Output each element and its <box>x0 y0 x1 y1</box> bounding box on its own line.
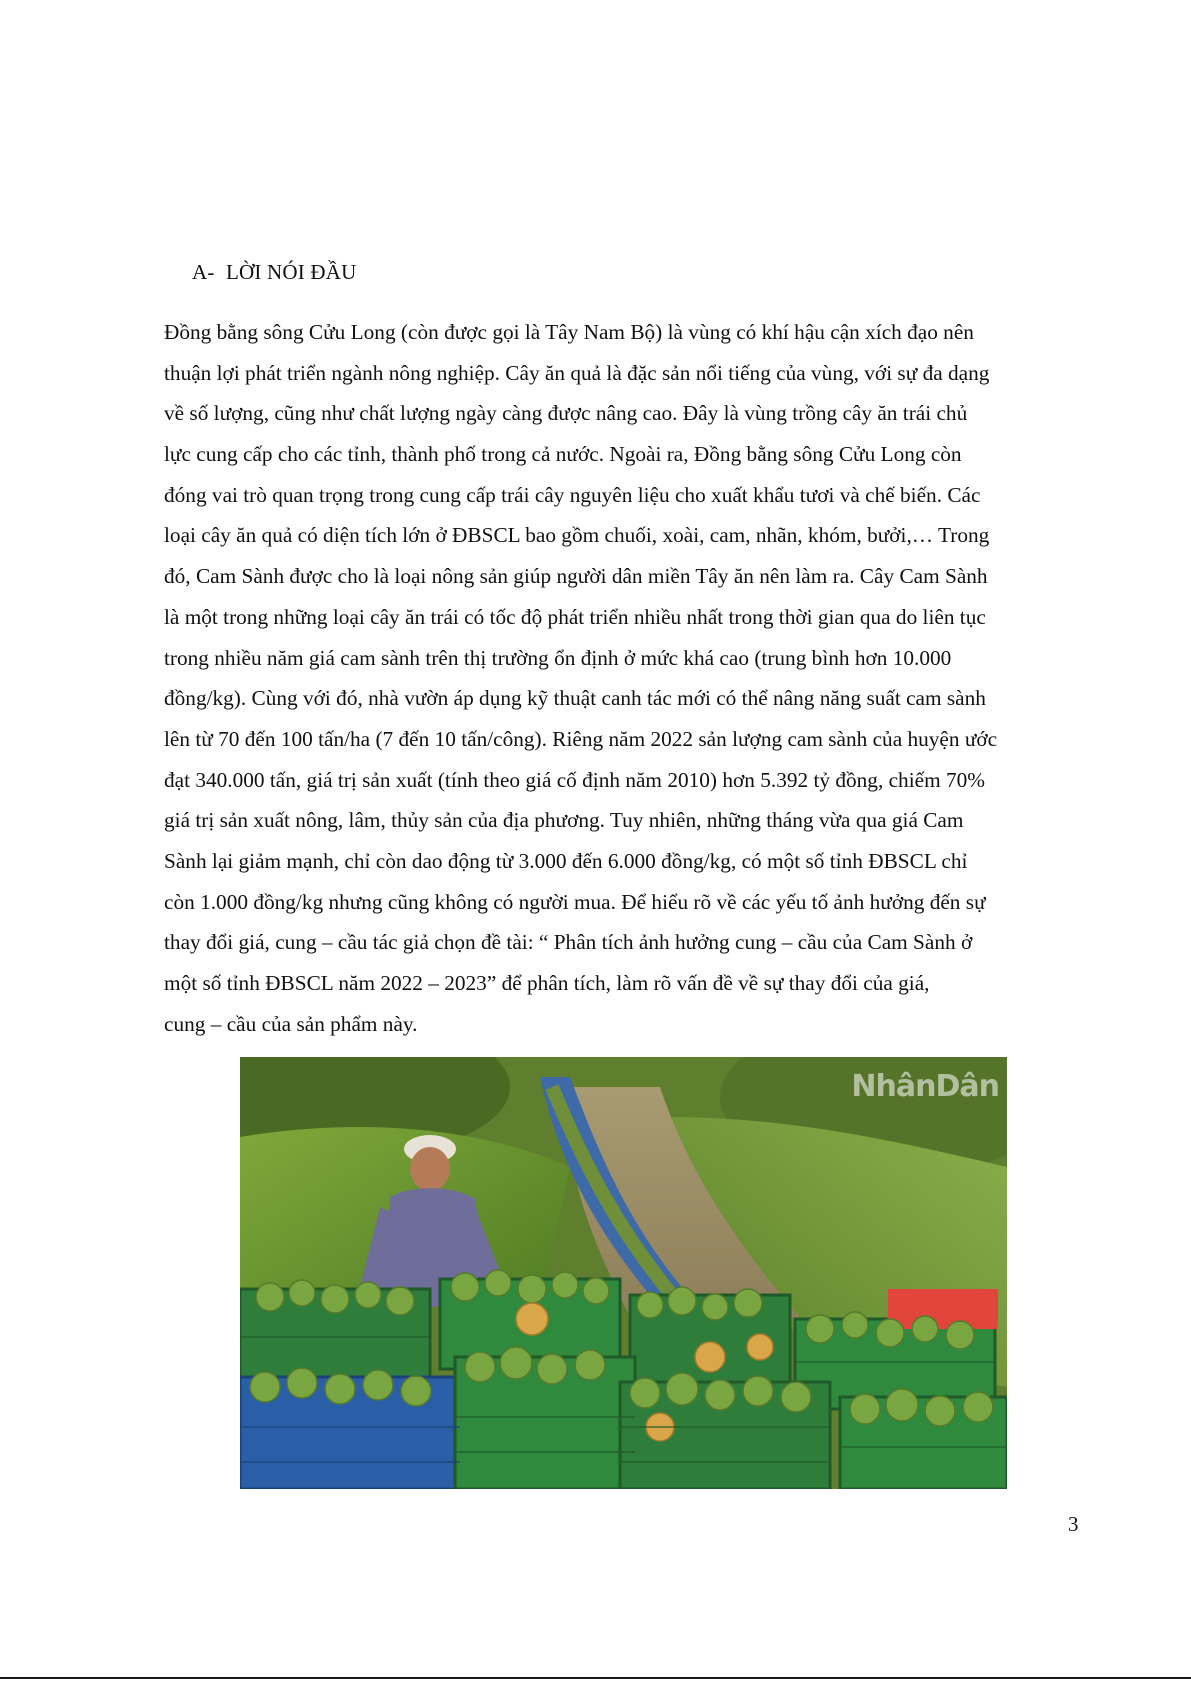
paragraph-line: giá trị sản xuất nông, lâm, thủy sản của địa phương. Tuy nhiên, những tháng vừa qua giá Cam <box>164 808 964 833</box>
intro-paragraph <box>164 312 1084 1044</box>
red-basket <box>888 1289 998 1329</box>
photo-watermark: NhânDân <box>851 1069 999 1104</box>
paragraph-line: một số tỉnh ĐBSCL năm 2022 – 2023” để phân tích, làm rõ vấn đề về sự thay đổi của giá, <box>164 971 930 995</box>
paragraph-line: lực cung cấp cho các tỉnh, thành phố trong cả nước. Ngoài ra, Đồng bằng sông Cửu Long còn <box>164 442 962 467</box>
page-number: 3 <box>1068 1512 1079 1536</box>
paragraph-line: Đồng bằng sông Cửu Long (còn được gọi là Tây Nam Bộ) là vùng có khí hậu cận xích đạo nên <box>164 320 974 344</box>
photo-illustration <box>240 1057 1007 1489</box>
paragraph-line: đạt 340.000 tấn, giá trị sản xuất (tính theo giá cố định năm 2010) hơn 5.392 tỷ đồng, chiếm 70% <box>164 767 985 792</box>
section-heading <box>192 260 357 285</box>
paragraph-line: về số lượng, cũng như chất lượng ngày càng được nâng cao. Đây là vùng trồng cây ăn trái chủ <box>164 401 968 426</box>
paragraph-line: thuận lợi phát triển ngành nông nghiệp. Cây ăn quả là đặc sản nổi tiếng của vùng, với sự đa dạng <box>164 360 990 385</box>
paragraph-line: đóng vai trò quan trọng trong cung cấp trái cây nguyên liệu cho xuất khẩu tươi và chế biến. Các <box>164 482 981 507</box>
paragraph-line: thay đổi giá, cung – cầu tác giả chọn đề tài: “ Phân tích ảnh hưởng cung – cầu của Cam Sành ở <box>164 930 973 955</box>
paragraph-line: là một trong những loại cây ăn trái có tốc độ phát triển nhiều nhất trong thời gian qua do liên tục <box>164 604 986 629</box>
orange-harvest-photo <box>240 1057 1007 1489</box>
paragraph-line: đó, Cam Sành được cho là loại nông sản giúp người dân miền Tây ăn nên làm ra. Cây Cam Sành <box>164 564 988 589</box>
paragraph-line: đồng/kg). Cùng với đó, nhà vườn áp dụng kỹ thuật canh tác mới có thể nâng năng suất cam sành <box>164 686 986 711</box>
paragraph-line: loại cây ăn quả có diện tích lớn ở ĐBSCL bao gồm chuối, xoài, cam, nhãn, khóm, bưởi,… Trong <box>164 523 990 548</box>
face <box>410 1147 450 1191</box>
section-title: LỜI NÓI ĐẦU <box>226 260 357 284</box>
paragraph-line: lên từ 70 đến 100 tấn/ha (7 đến 10 tấn/công). Riêng năm 2022 sản lượng cam sành của huyện ước <box>164 726 998 751</box>
paragraph-line: cung – cầu của sản phẩm này. <box>164 1011 418 1036</box>
bottom-rule <box>0 1677 1191 1679</box>
paragraph-line: còn 1.000 đồng/kg nhưng cũng không có người mua. Để hiểu rõ về các yếu tố ảnh hưởng đến sự <box>164 889 986 914</box>
paragraph-line: trong nhiều năm giá cam sành trên thị trường ổn định ở mức khá cao (trung bình hơn 10.000 <box>164 645 952 670</box>
section-marker: A- <box>192 260 215 284</box>
paragraph-line: Sành lại giảm mạnh, chỉ còn dao động từ 3.000 đến 6.000 đồng/kg, có một số tỉnh ĐBSCL chỉ <box>164 848 968 873</box>
